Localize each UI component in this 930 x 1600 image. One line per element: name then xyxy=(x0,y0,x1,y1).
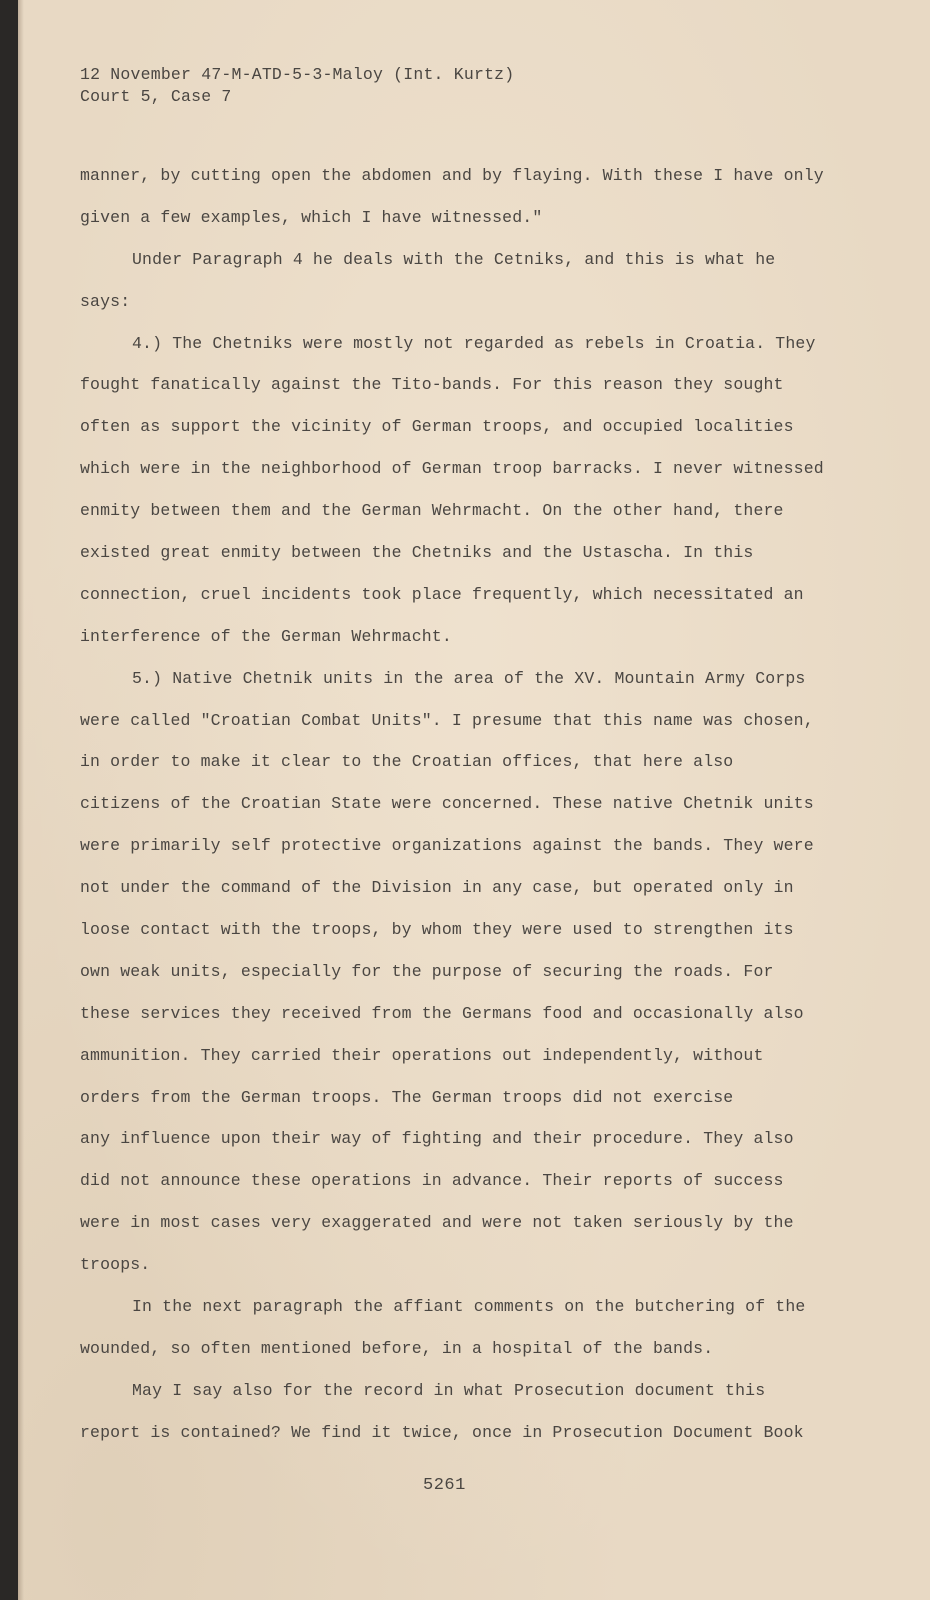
text-line: which were in the neighborhood of German troop barracks. I never witnessed xyxy=(80,459,824,479)
text-line: loose contact with the troops, by whom they were used to strengthen its xyxy=(80,920,794,940)
text-line: says: xyxy=(80,291,131,311)
page-number: 5261 xyxy=(423,1476,466,1495)
text-line: 5.) Native Chetnik units in the area of the XV. Mountain Army Corps xyxy=(132,668,806,688)
page-edge-shadow xyxy=(18,0,24,1600)
text-line: did not announce these operations in advance. Their reports of success xyxy=(80,1171,784,1191)
text-line: 4.) The Chetniks were mostly not regarded as rebels in Croatia. They xyxy=(132,333,816,353)
document-page xyxy=(18,0,930,1600)
text-line: existed great enmity between the Chetniks and the Ustascha. In this xyxy=(80,543,754,563)
text-line: enmity between them and the German Wehrmacht. On the other hand, there xyxy=(80,501,784,521)
header-date-reference: 12 November 47-M-ATD-5-3-Maloy (Int. Kurtz) xyxy=(80,65,515,84)
text-line: were called "Croatian Combat Units". I presume that this name was chosen, xyxy=(80,710,814,730)
text-line: own weak units, especially for the purpose of securing the roads. For xyxy=(80,961,774,981)
text-line: interference of the German Wehrmacht. xyxy=(80,626,452,646)
text-line: fought fanatically against the Tito-bands. For this reason they sought xyxy=(80,375,784,395)
text-line: In the next paragraph the affiant comments on the butchering of the xyxy=(132,1297,806,1317)
text-line: orders from the German troops. The German troops did not exercise xyxy=(80,1087,734,1107)
text-line: connection, cruel incidents took place frequently, which necessitated an xyxy=(80,584,804,604)
text-line: not under the command of the Division in any case, but operated only in xyxy=(80,878,794,898)
text-line: given a few examples, which I have witnessed." xyxy=(80,207,543,227)
text-line: report is contained? We find it twice, once in Prosecution Document Book xyxy=(80,1422,804,1442)
text-line: ammunition. They carried their operations out independently, without xyxy=(80,1045,764,1065)
text-line: Under Paragraph 4 he deals with the Cetniks, and this is what he xyxy=(132,249,776,269)
document-header xyxy=(80,64,514,108)
text-line: were in most cases very exaggerated and were not taken seriously by the xyxy=(80,1213,794,1233)
text-line: wounded, so often mentioned before, in a hospital of the bands. xyxy=(80,1338,714,1358)
document-body xyxy=(80,164,870,1463)
text-line: troops. xyxy=(80,1255,151,1275)
text-line: often as support the vicinity of German troops, and occupied localities xyxy=(80,417,794,437)
text-line: these services they received from the Germans food and occasionally also xyxy=(80,1003,804,1023)
text-line: were primarily self protective organizations against the bands. They were xyxy=(80,836,814,856)
text-line: manner, by cutting open the abdomen and by flaying. With these I have only xyxy=(80,166,824,185)
text-line: any influence upon their way of fighting and their procedure. They also xyxy=(80,1129,794,1149)
text-line: in order to make it clear to the Croatian offices, that here also xyxy=(80,752,734,772)
header-court-case: Court 5, Case 7 xyxy=(80,87,232,106)
text-line: citizens of the Croatian State were concerned. These native Chetnik units xyxy=(80,794,814,814)
text-line: May I say also for the record in what Prosecution document this xyxy=(132,1380,766,1400)
